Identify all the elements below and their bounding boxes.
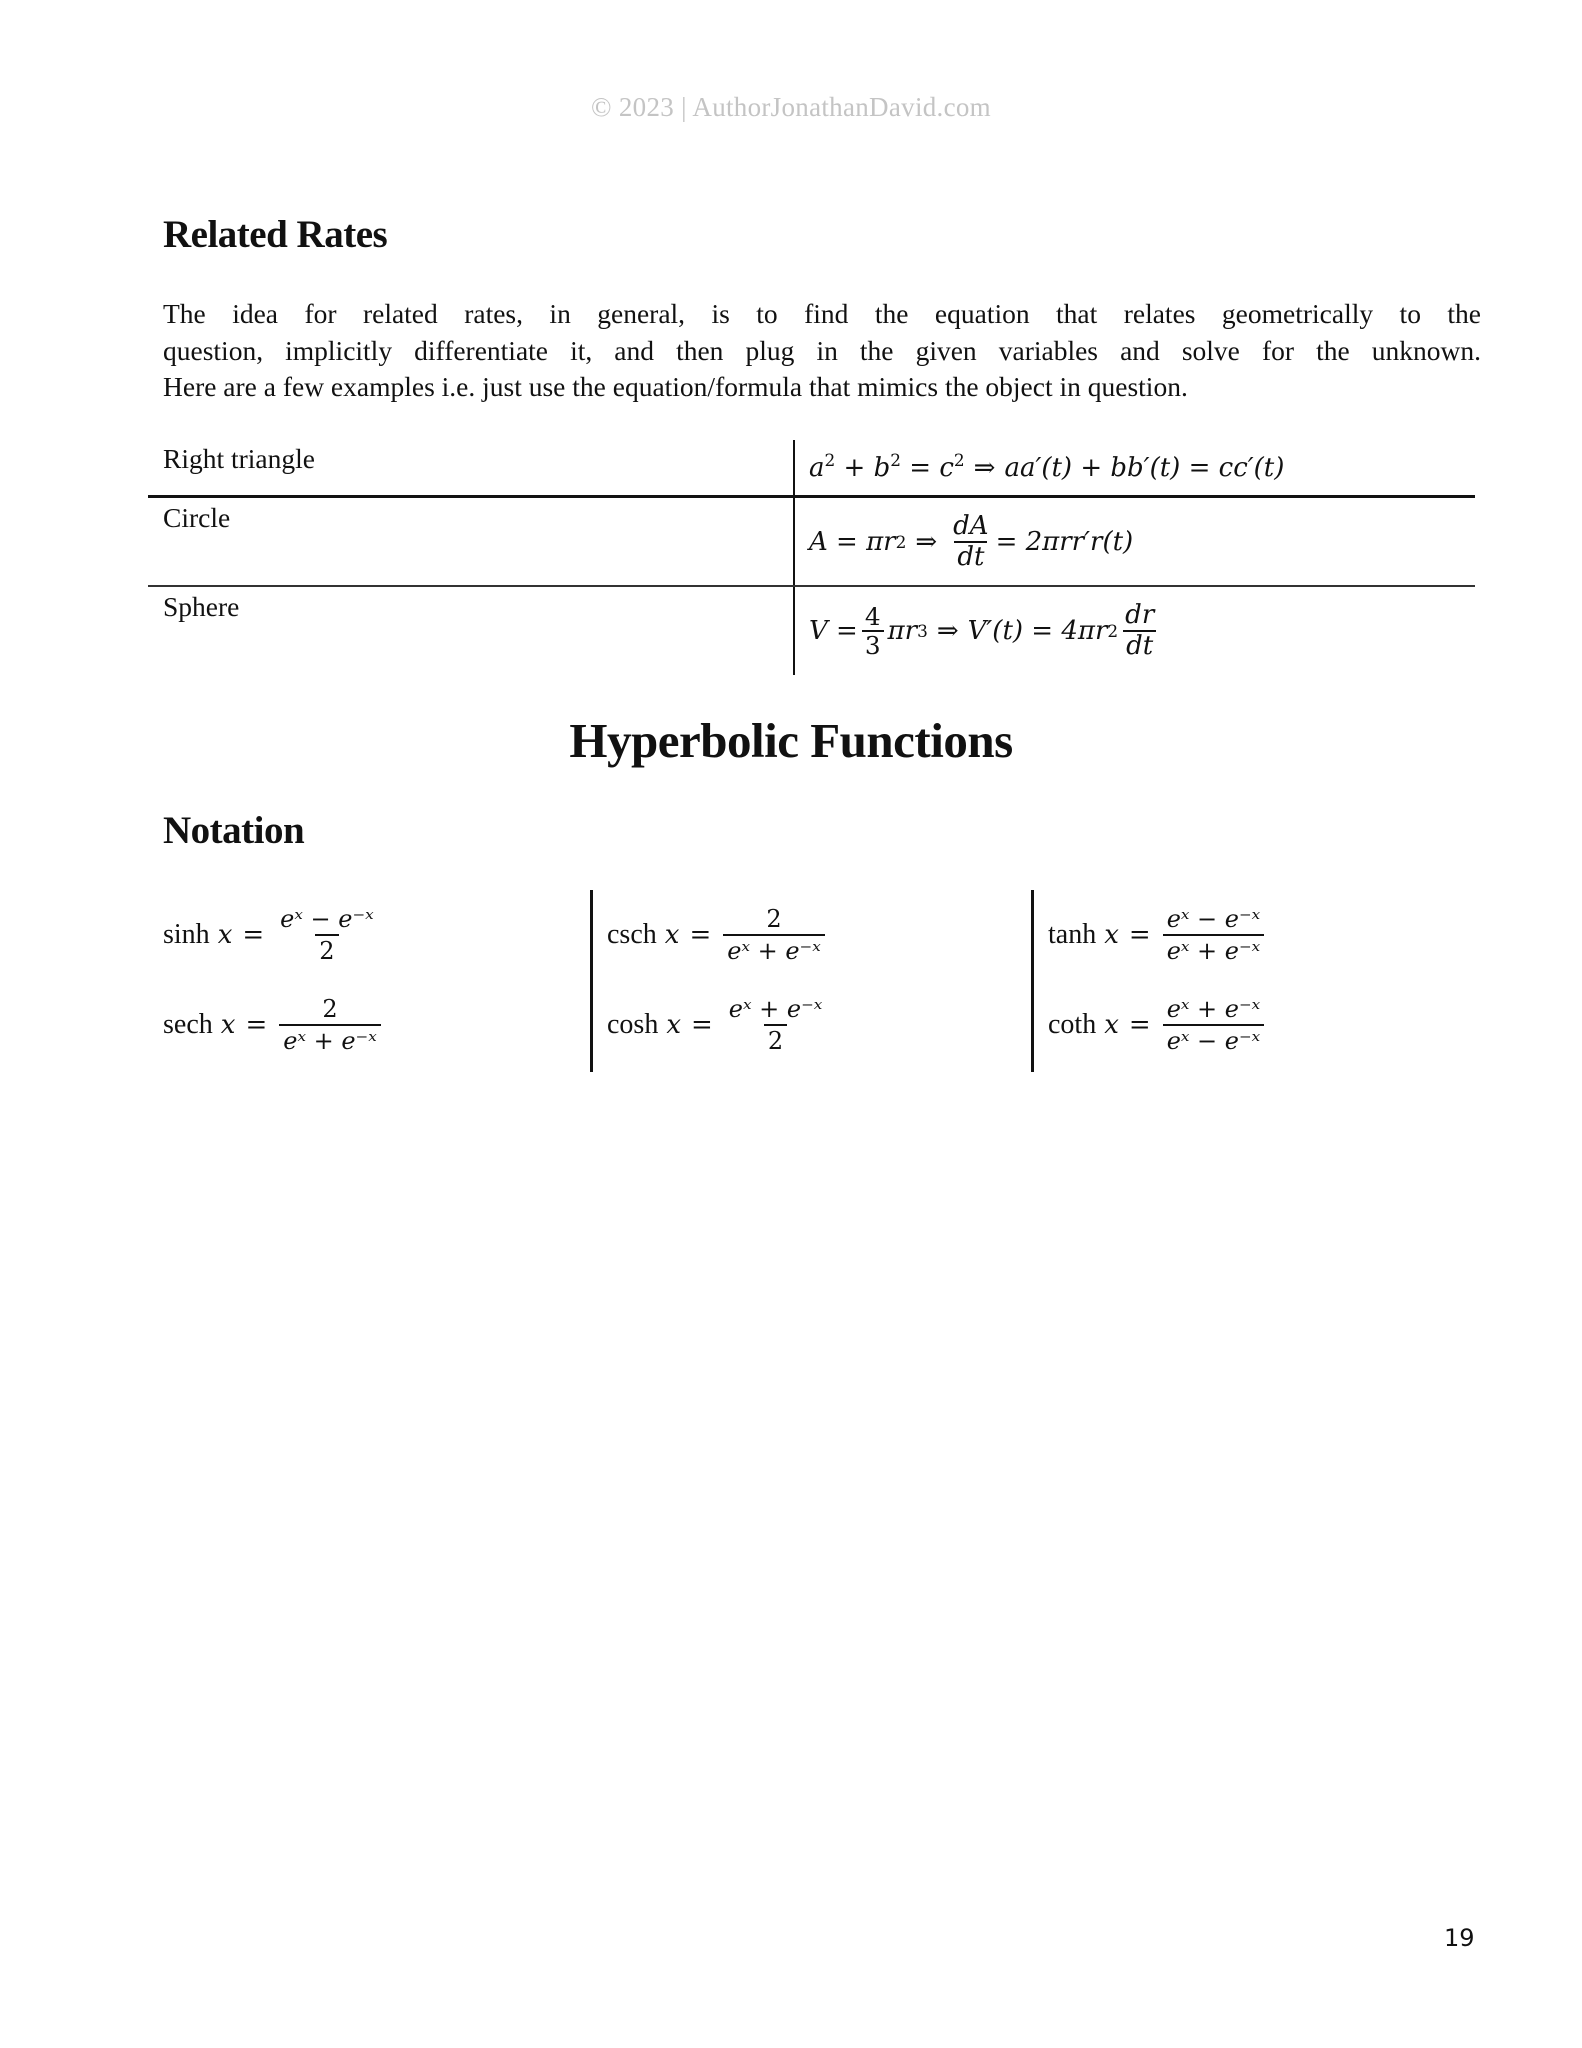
notation-column-3 <box>1031 890 1268 1072</box>
formula-csch: csch x = $\frac{2}{\text{eˣ + e⁻ˣ}}$ <box>607 890 830 980</box>
fraction-dA-dt <box>950 512 991 571</box>
copyright-watermark: © 2023 | AuthorJonathanDavid.com <box>591 92 991 122</box>
formula-rhs: V′(t) = 4πr <box>967 616 1108 646</box>
notation-column-1 <box>163 890 385 1072</box>
function-var: x <box>1104 920 1119 950</box>
paragraph-line: question, implicitly differentiate it, and then plug in the given variables and solve for the unknown. <box>163 334 1481 366</box>
function-name: cosh <box>607 1009 659 1040</box>
section-title-hyperbolic-functions: Hyperbolic Functions <box>569 713 1013 768</box>
formula-cosh: cosh x = $\frac{\text{eˣ + e⁻ˣ}}{2}$ <box>607 980 830 1070</box>
page-number: 19 <box>1444 1924 1475 1952</box>
formula-rhs: aa′(t) + bb′(t) = cc′(t) <box>1004 452 1285 483</box>
fraction-dr-dt <box>1122 601 1157 660</box>
denominator: 3 <box>862 630 884 659</box>
formula-cell: A = πr 2 ⇒ $\frac{dA}{dt}$ = 2πrr′r(t) <box>793 498 1475 585</box>
paragraph-line: Here are a few examples i.e. just use the equation/formula that mimics the object in question. <box>163 371 1188 402</box>
subsection-title-notation: Notation <box>163 809 305 852</box>
formula-cell: V = $\frac{4}{3}$ πr 3 ⇒ V′(t) = 4πr 2 $\frac{dr}{dt}$ <box>793 587 1475 675</box>
numerator: 4 <box>864 601 881 631</box>
fraction <box>725 994 826 1057</box>
numerator: eˣ + e⁻ˣ <box>728 994 823 1023</box>
formula-rhs: = 2πrr′r(t) <box>995 526 1134 557</box>
implies-arrow: ⇒ <box>973 452 996 483</box>
function-var: x <box>220 1010 236 1040</box>
denominator: 2 <box>315 934 338 966</box>
denominator: dt <box>954 541 987 572</box>
related-rates-table <box>148 440 1475 675</box>
formula-cell: $a^2 + b^2 = c^2$ ⇒ aa′(t) + bb′(t) = cc′(t) <box>793 440 1475 495</box>
function-name: tanh <box>1048 919 1097 950</box>
shape-label: Sphere <box>163 591 240 622</box>
function-name: csch <box>607 919 657 950</box>
numerator: 2 <box>766 904 782 933</box>
formula-tanh: tanh x = $\frac{\text{eˣ − e⁻ˣ}}{\text{eˣ + e⁻ˣ}}$ <box>1048 890 1268 980</box>
fraction <box>1163 994 1264 1057</box>
function-name: sech <box>163 1009 213 1040</box>
implies-arrow: ⇒ <box>936 616 959 646</box>
paragraph-line: The idea for related rates, in general, is to find the equation that relates geometrically to the <box>163 298 1481 329</box>
numerator: eˣ − e⁻ˣ <box>1166 904 1261 933</box>
shape-label: Right triangle <box>163 443 315 474</box>
function-var: x <box>1104 1010 1119 1040</box>
implies-arrow: ⇒ <box>915 526 938 557</box>
notation-column-2 <box>590 890 830 1072</box>
table-row-sphere <box>148 587 1475 675</box>
denominator: eˣ + e⁻ˣ <box>279 1024 380 1056</box>
denominator: dt <box>1123 630 1156 661</box>
numerator: dr <box>1125 600 1155 631</box>
numerator: eˣ − e⁻ˣ <box>280 904 374 933</box>
function-var: x <box>666 1010 681 1040</box>
formula-sech: sech x = $\frac{2}{\text{eˣ + e⁻ˣ}}$ <box>163 980 385 1070</box>
fraction <box>723 904 824 967</box>
numerator: eˣ + e⁻ˣ <box>1166 994 1261 1023</box>
function-name: sinh <box>163 919 210 950</box>
section-title-related-rates: Related Rates <box>163 213 388 256</box>
denominator: eˣ − e⁻ˣ <box>1163 1024 1264 1056</box>
formula-lhs-rest: πr <box>887 616 918 646</box>
related-rates-paragraph <box>163 296 1481 406</box>
table-row-circle <box>148 498 1475 587</box>
denominator: 2 <box>764 1024 787 1056</box>
formula-lhs: A = πr <box>809 526 896 557</box>
shape-label: Circle <box>163 502 231 533</box>
numerator: 2 <box>322 994 338 1023</box>
formula-sinh: sinh x = $\frac{\text{eˣ − e⁻ˣ}}{2}$ <box>163 890 385 980</box>
denominator: eˣ + e⁻ˣ <box>723 934 824 966</box>
denominator: eˣ + e⁻ˣ <box>1163 934 1264 966</box>
formula-coth: coth x = $\frac{\text{eˣ + e⁻ˣ}}{\text{eˣ − e⁻ˣ}}$ <box>1048 980 1268 1070</box>
function-var: x <box>664 920 680 950</box>
fraction <box>1163 904 1264 967</box>
fraction <box>279 994 380 1057</box>
formula-lhs-var: V = <box>809 616 858 646</box>
numerator: dA <box>953 510 989 541</box>
fraction-4-3 <box>862 603 884 659</box>
fraction <box>276 904 377 967</box>
function-name: coth <box>1048 1009 1097 1040</box>
function-var: x <box>217 920 233 950</box>
table-row-right-triangle <box>148 440 1475 498</box>
